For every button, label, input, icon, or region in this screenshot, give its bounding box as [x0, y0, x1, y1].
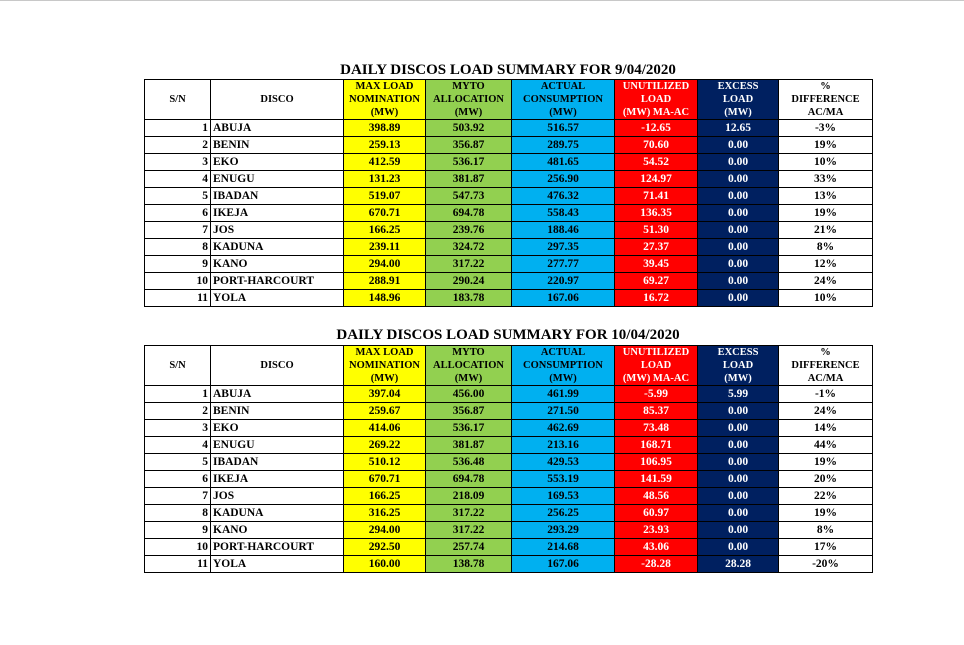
cell-disco: KANO [211, 522, 344, 539]
cell-unutilized-load: 124.97 [615, 171, 698, 188]
cell-max-load: 148.96 [344, 290, 426, 307]
cell-myto-allocation: 547.73 [426, 188, 512, 205]
cell-excess-load: 12.65 [698, 120, 779, 137]
table-row [145, 239, 873, 256]
cell-sn: 1 [145, 386, 211, 403]
cell-myto-allocation: 381.87 [426, 437, 512, 454]
cell-sn: 11 [145, 290, 211, 307]
table-row [145, 137, 873, 154]
cell-excess-load: 0.00 [698, 154, 779, 171]
cell-max-load: 398.89 [344, 120, 426, 137]
cell-disco: JOS [211, 488, 344, 505]
cell-myto-allocation: 317.22 [426, 505, 512, 522]
cell-sn: 6 [145, 471, 211, 488]
cell-actual-consumption: 516.57 [512, 120, 615, 137]
cell-disco: IBADAN [211, 188, 344, 205]
cell-actual-consumption: 256.25 [512, 505, 615, 522]
cell-disco: IBADAN [211, 454, 344, 471]
cell-myto-allocation: 356.87 [426, 137, 512, 154]
cell-percent-difference: 21% [779, 222, 873, 239]
cell-percent-difference: 33% [779, 171, 873, 188]
cell-excess-load: 0.00 [698, 205, 779, 222]
cell-sn: 5 [145, 188, 211, 205]
cell-myto-allocation: 503.92 [426, 120, 512, 137]
cell-excess-load: 0.00 [698, 239, 779, 256]
cell-max-load: 670.71 [344, 205, 426, 222]
cell-myto-allocation: 183.78 [426, 290, 512, 307]
cell-sn: 2 [145, 403, 211, 420]
cell-myto-allocation: 138.78 [426, 556, 512, 573]
cell-actual-consumption: 167.06 [512, 556, 615, 573]
cell-actual-consumption: 429.53 [512, 454, 615, 471]
header-row [145, 346, 873, 386]
cell-max-load: 259.67 [344, 403, 426, 420]
cell-excess-load: 0.00 [698, 505, 779, 522]
cell-actual-consumption: 214.68 [512, 539, 615, 556]
cell-sn: 9 [145, 256, 211, 273]
table-row [145, 556, 873, 573]
cell-disco: EKO [211, 420, 344, 437]
cell-excess-load: 0.00 [698, 256, 779, 273]
cell-unutilized-load: 16.72 [615, 290, 698, 307]
cell-unutilized-load: 54.52 [615, 154, 698, 171]
table-row [145, 403, 873, 420]
cell-max-load: 131.23 [344, 171, 426, 188]
cell-unutilized-load: 43.06 [615, 539, 698, 556]
header-max-load: MAX LOAD NOMINATION (MW) [344, 80, 426, 120]
header-disco: DISCO [211, 80, 344, 120]
cell-disco: YOLA [211, 290, 344, 307]
cell-actual-consumption: 256.90 [512, 171, 615, 188]
header-percent-difference: % DIFFERENCE AC/MA [779, 80, 873, 120]
cell-disco: JOS [211, 222, 344, 239]
cell-unutilized-load: -5.99 [615, 386, 698, 403]
cell-percent-difference: 10% [779, 154, 873, 171]
table-title-2: DAILY DISCOS LOAD SUMMARY FOR 10/04/2020 [336, 327, 680, 343]
table-body-1 [145, 120, 873, 307]
header-myto-allocation: MYTO ALLOCATION (MW) [426, 346, 512, 386]
cell-unutilized-load: 51.30 [615, 222, 698, 239]
cell-excess-load: 0.00 [698, 454, 779, 471]
cell-actual-consumption: 553.19 [512, 471, 615, 488]
cell-unutilized-load: 168.71 [615, 437, 698, 454]
cell-myto-allocation: 536.17 [426, 420, 512, 437]
cell-max-load: 397.04 [344, 386, 426, 403]
table-row [145, 471, 873, 488]
cell-disco: KADUNA [211, 505, 344, 522]
table-row [145, 437, 873, 454]
header-disco: DISCO [211, 346, 344, 386]
table-row [145, 273, 873, 290]
cell-actual-consumption: 462.69 [512, 420, 615, 437]
cell-max-load: 519.07 [344, 188, 426, 205]
table-body-2 [145, 386, 873, 573]
cell-percent-difference: -20% [779, 556, 873, 573]
cell-actual-consumption: 476.32 [512, 188, 615, 205]
cell-disco: ENUGU [211, 171, 344, 188]
cell-actual-consumption: 188.46 [512, 222, 615, 239]
cell-unutilized-load: 70.60 [615, 137, 698, 154]
cell-max-load: 292.50 [344, 539, 426, 556]
cell-percent-difference: 8% [779, 239, 873, 256]
cell-unutilized-load: 27.37 [615, 239, 698, 256]
cell-myto-allocation: 536.48 [426, 454, 512, 471]
table-row [145, 505, 873, 522]
cell-unutilized-load: 60.97 [615, 505, 698, 522]
cell-actual-consumption: 271.50 [512, 403, 615, 420]
cell-myto-allocation: 317.22 [426, 522, 512, 539]
header-percent-difference: % DIFFERENCE AC/MA [779, 346, 873, 386]
cell-sn: 3 [145, 154, 211, 171]
header-unutilized-load: UNUTILIZED LOAD (MW) MA-AC [615, 80, 698, 120]
cell-myto-allocation: 456.00 [426, 386, 512, 403]
cell-percent-difference: 19% [779, 505, 873, 522]
cell-excess-load: 0.00 [698, 437, 779, 454]
cell-unutilized-load: 23.93 [615, 522, 698, 539]
cell-percent-difference: 10% [779, 290, 873, 307]
header-excess-load: EXCESS LOAD (MW) [698, 346, 779, 386]
header-row [145, 80, 873, 120]
table-row [145, 539, 873, 556]
cell-myto-allocation: 290.24 [426, 273, 512, 290]
cell-unutilized-load: 39.45 [615, 256, 698, 273]
cell-excess-load: 0.00 [698, 488, 779, 505]
cell-excess-load: 0.00 [698, 471, 779, 488]
cell-disco: BENIN [211, 403, 344, 420]
cell-disco: BENIN [211, 137, 344, 154]
cell-percent-difference: 20% [779, 471, 873, 488]
cell-percent-difference: -3% [779, 120, 873, 137]
cell-sn: 1 [145, 120, 211, 137]
table-row [145, 188, 873, 205]
table-row [145, 256, 873, 273]
header-myto-allocation: MYTO ALLOCATION (MW) [426, 80, 512, 120]
cell-sn: 11 [145, 556, 211, 573]
cell-sn: 3 [145, 420, 211, 437]
cell-actual-consumption: 293.29 [512, 522, 615, 539]
cell-sn: 10 [145, 539, 211, 556]
cell-excess-load: 0.00 [698, 290, 779, 307]
cell-disco: PORT-HARCOURT [211, 539, 344, 556]
header-excess-load: EXCESS LOAD (MW) [698, 80, 779, 120]
cell-max-load: 288.91 [344, 273, 426, 290]
top-border-line [0, 0, 964, 1]
header-actual-consumption: ACTUAL CONSUMPTION (MW) [512, 80, 615, 120]
table-row [145, 205, 873, 222]
cell-percent-difference: 17% [779, 539, 873, 556]
cell-max-load: 294.00 [344, 256, 426, 273]
cell-sn: 10 [145, 273, 211, 290]
cell-unutilized-load: 69.27 [615, 273, 698, 290]
cell-actual-consumption: 169.53 [512, 488, 615, 505]
cell-disco: KANO [211, 256, 344, 273]
table-row [145, 154, 873, 171]
cell-unutilized-load: -12.65 [615, 120, 698, 137]
cell-unutilized-load: 141.59 [615, 471, 698, 488]
cell-actual-consumption: 289.75 [512, 137, 615, 154]
cell-percent-difference: 19% [779, 454, 873, 471]
cell-max-load: 259.13 [344, 137, 426, 154]
table-row [145, 386, 873, 403]
cell-percent-difference: 19% [779, 205, 873, 222]
cell-disco: ABUJA [211, 120, 344, 137]
cell-percent-difference: 8% [779, 522, 873, 539]
cell-disco: KADUNA [211, 239, 344, 256]
cell-excess-load: 0.00 [698, 222, 779, 239]
load-summary-table-2 [144, 345, 873, 573]
table-row [145, 420, 873, 437]
table-row [145, 488, 873, 505]
header-sn: S/N [145, 346, 211, 386]
cell-max-load: 414.06 [344, 420, 426, 437]
cell-myto-allocation: 324.72 [426, 239, 512, 256]
header-unutilized-load: UNUTILIZED LOAD (MW) MA-AC [615, 346, 698, 386]
table-row [145, 120, 873, 137]
cell-myto-allocation: 694.78 [426, 205, 512, 222]
cell-unutilized-load: 73.48 [615, 420, 698, 437]
cell-sn: 5 [145, 454, 211, 471]
cell-max-load: 412.59 [344, 154, 426, 171]
cell-sn: 8 [145, 505, 211, 522]
cell-unutilized-load: 136.35 [615, 205, 698, 222]
cell-excess-load: 0.00 [698, 522, 779, 539]
header-actual-consumption: ACTUAL CONSUMPTION (MW) [512, 346, 615, 386]
cell-excess-load: 0.00 [698, 137, 779, 154]
cell-disco: ENUGU [211, 437, 344, 454]
cell-actual-consumption: 213.16 [512, 437, 615, 454]
cell-percent-difference: 24% [779, 403, 873, 420]
cell-max-load: 294.00 [344, 522, 426, 539]
cell-excess-load: 0.00 [698, 420, 779, 437]
cell-actual-consumption: 481.65 [512, 154, 615, 171]
cell-sn: 2 [145, 137, 211, 154]
cell-sn: 7 [145, 222, 211, 239]
cell-max-load: 316.25 [344, 505, 426, 522]
cell-sn: 8 [145, 239, 211, 256]
cell-max-load: 670.71 [344, 471, 426, 488]
load-summary-table-1 [144, 79, 873, 307]
cell-myto-allocation: 381.87 [426, 171, 512, 188]
cell-disco: YOLA [211, 556, 344, 573]
cell-sn: 7 [145, 488, 211, 505]
table-row [145, 171, 873, 188]
cell-excess-load: 5.99 [698, 386, 779, 403]
table-row [145, 222, 873, 239]
cell-unutilized-load: 48.56 [615, 488, 698, 505]
cell-percent-difference: 14% [779, 420, 873, 437]
cell-unutilized-load: 85.37 [615, 403, 698, 420]
cell-percent-difference: 12% [779, 256, 873, 273]
table-row [145, 454, 873, 471]
cell-percent-difference: 44% [779, 437, 873, 454]
cell-max-load: 269.22 [344, 437, 426, 454]
cell-excess-load: 0.00 [698, 539, 779, 556]
cell-sn: 6 [145, 205, 211, 222]
cell-myto-allocation: 257.74 [426, 539, 512, 556]
cell-myto-allocation: 239.76 [426, 222, 512, 239]
cell-sn: 4 [145, 171, 211, 188]
cell-max-load: 166.25 [344, 488, 426, 505]
cell-actual-consumption: 297.35 [512, 239, 615, 256]
cell-excess-load: 0.00 [698, 273, 779, 290]
cell-max-load: 160.00 [344, 556, 426, 573]
cell-myto-allocation: 536.17 [426, 154, 512, 171]
cell-unutilized-load: 106.95 [615, 454, 698, 471]
cell-excess-load: 0.00 [698, 188, 779, 205]
cell-unutilized-load: -28.28 [615, 556, 698, 573]
cell-disco: IKEJA [211, 471, 344, 488]
cell-max-load: 239.11 [344, 239, 426, 256]
cell-excess-load: 0.00 [698, 171, 779, 188]
cell-actual-consumption: 277.77 [512, 256, 615, 273]
cell-excess-load: 0.00 [698, 403, 779, 420]
table-row [145, 290, 873, 307]
cell-actual-consumption: 167.06 [512, 290, 615, 307]
cell-max-load: 510.12 [344, 454, 426, 471]
cell-myto-allocation: 694.78 [426, 471, 512, 488]
cell-percent-difference: 22% [779, 488, 873, 505]
cell-actual-consumption: 461.99 [512, 386, 615, 403]
cell-actual-consumption: 558.43 [512, 205, 615, 222]
cell-max-load: 166.25 [344, 222, 426, 239]
table-title-1: DAILY DISCOS LOAD SUMMARY FOR 9/04/2020 [340, 62, 676, 78]
header-max-load: MAX LOAD NOMINATION (MW) [344, 346, 426, 386]
cell-excess-load: 28.28 [698, 556, 779, 573]
cell-percent-difference: -1% [779, 386, 873, 403]
cell-disco: ABUJA [211, 386, 344, 403]
cell-disco: IKEJA [211, 205, 344, 222]
cell-actual-consumption: 220.97 [512, 273, 615, 290]
cell-myto-allocation: 356.87 [426, 403, 512, 420]
cell-percent-difference: 19% [779, 137, 873, 154]
cell-myto-allocation: 317.22 [426, 256, 512, 273]
cell-unutilized-load: 71.41 [615, 188, 698, 205]
cell-myto-allocation: 218.09 [426, 488, 512, 505]
cell-percent-difference: 24% [779, 273, 873, 290]
table-row [145, 522, 873, 539]
cell-sn: 9 [145, 522, 211, 539]
header-sn: S/N [145, 80, 211, 120]
cell-disco: PORT-HARCOURT [211, 273, 344, 290]
cell-sn: 4 [145, 437, 211, 454]
cell-disco: EKO [211, 154, 344, 171]
cell-percent-difference: 13% [779, 188, 873, 205]
